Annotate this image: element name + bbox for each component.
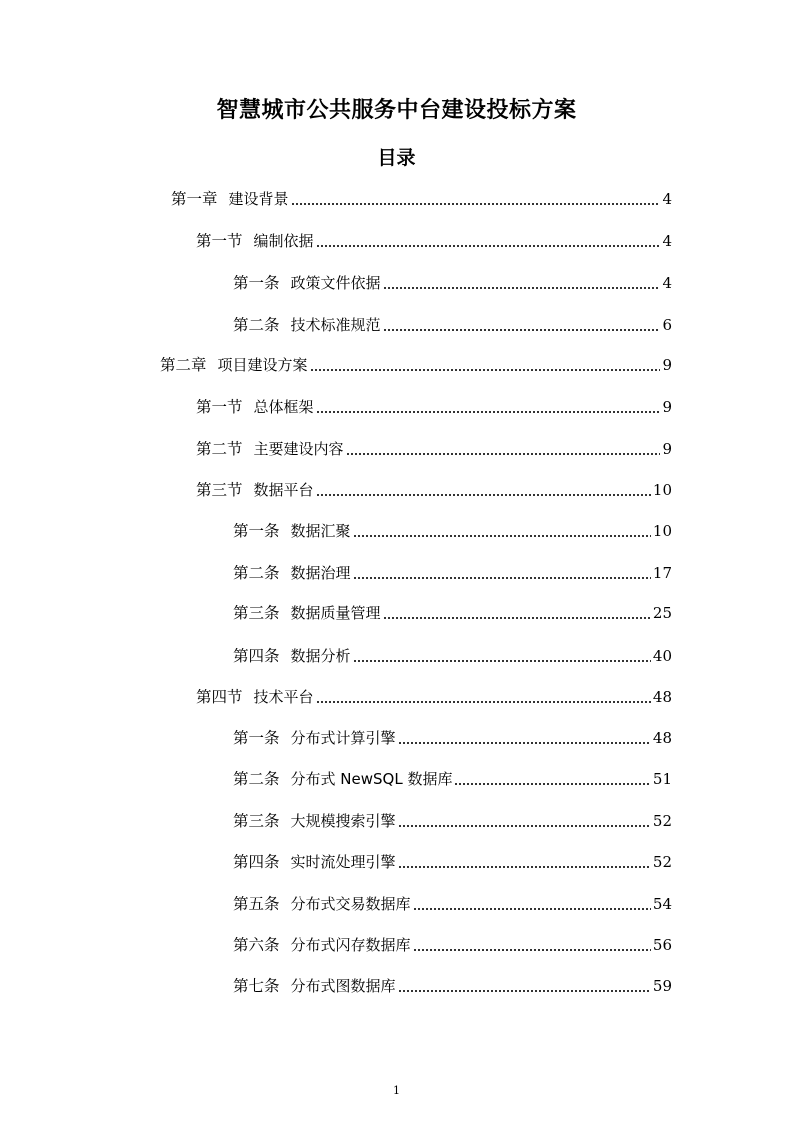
toc-entry-label: 技术标准规范 (290, 316, 381, 334)
toc-entry-label: 数据平台 (253, 481, 314, 499)
toc-entry-label: 分布式 NewSQL 数据库 (290, 770, 453, 788)
toc-dot-leader (413, 947, 651, 952)
toc-entry-section[interactable] (196, 394, 672, 418)
toc-dot-leader (383, 285, 661, 290)
toc-entry-number: 第四条 (233, 853, 280, 871)
toc-entry-section[interactable] (196, 477, 672, 501)
toc-entry-page: 4 (662, 274, 672, 292)
toc-dot-leader (353, 533, 651, 538)
toc-entry-number: 第三节 (196, 481, 243, 499)
toc-dot-leader (383, 327, 661, 332)
toc-entry-page: 52 (652, 853, 672, 871)
toc-entry-number: 第一节 (196, 232, 243, 250)
toc-entry-number: 第一条 (233, 729, 280, 747)
toc-entry-number: 第四节 (196, 688, 243, 706)
toc-entry-label: 数据分析 (290, 647, 351, 665)
toc-entry-number: 第五条 (233, 895, 280, 913)
toc-entry-section[interactable] (196, 228, 672, 252)
toc-entry-article[interactable] (233, 932, 672, 956)
toc-entry-label: 政策文件依据 (290, 274, 381, 292)
toc-entry-page: 17 (652, 564, 672, 582)
toc-entry-page: 25 (652, 604, 672, 622)
toc-entry-page: 10 (652, 522, 672, 540)
toc-entry-article[interactable] (233, 518, 672, 542)
toc-entry-article[interactable] (233, 600, 672, 624)
toc-dot-leader (316, 409, 661, 414)
toc-entry-article[interactable] (233, 973, 672, 997)
toc-entry-page: 40 (652, 647, 672, 665)
toc-entry-page: 9 (662, 440, 672, 458)
toc-entry-number: 第四条 (233, 647, 280, 665)
toc-entry-article[interactable] (233, 891, 672, 915)
toc-entry-page: 54 (652, 895, 672, 913)
toc-dot-leader (398, 988, 651, 993)
toc-dot-leader (413, 906, 651, 911)
toc-dot-leader (291, 201, 661, 206)
toc-entry-number: 第一节 (196, 398, 243, 416)
toc-entry-number: 第三条 (233, 604, 280, 622)
toc-dot-leader (398, 823, 651, 828)
toc-dot-leader (316, 699, 651, 704)
toc-dot-leader (346, 451, 661, 456)
toc-dot-leader (353, 575, 651, 580)
toc-entry-number: 第六条 (233, 936, 280, 954)
toc-entry-page: 9 (662, 356, 672, 374)
toc-entry-article[interactable] (233, 643, 672, 667)
toc-dot-leader (398, 740, 651, 745)
toc-entry-number: 第二条 (233, 564, 280, 582)
toc-entry-number: 第二章 (160, 356, 207, 374)
toc-entry-number: 第二条 (233, 316, 280, 334)
toc-entry-section[interactable] (196, 684, 672, 708)
toc-entry-label: 数据治理 (290, 564, 351, 582)
toc-entry-label: 技术平台 (253, 688, 314, 706)
toc-entry-number: 第二节 (196, 440, 243, 458)
toc-entry-article[interactable] (233, 766, 672, 790)
toc-entry-page: 52 (652, 812, 672, 830)
document-title: 智慧城市公共服务中台建设投标方案 (216, 98, 577, 123)
toc-entry-page: 6 (662, 316, 672, 334)
toc-entry-page: 48 (652, 729, 672, 747)
toc-dot-leader (316, 243, 661, 248)
toc-dot-leader (454, 781, 650, 786)
toc-entry-article[interactable] (233, 560, 672, 584)
toc-entry-article[interactable] (233, 849, 672, 873)
toc-entry-page: 59 (652, 977, 672, 995)
toc-entry-number: 第一章 (171, 190, 218, 208)
toc-entry-page: 4 (662, 190, 672, 208)
toc-entry-page: 56 (652, 936, 672, 954)
toc-entry-page: 9 (662, 398, 672, 416)
toc-entry-number: 第七条 (233, 977, 280, 995)
toc-entry-label: 编制依据 (253, 232, 314, 250)
toc-entry-page: 48 (652, 688, 672, 706)
toc-dot-leader (353, 658, 651, 663)
toc-entry-section[interactable] (196, 436, 672, 460)
toc-entry-page: 10 (652, 481, 672, 499)
toc-entry-label: 项目建设方案 (217, 356, 308, 374)
toc-entry-label: 主要建设内容 (253, 440, 344, 458)
toc-entry-chapter[interactable] (160, 352, 672, 376)
toc-entry-article[interactable] (233, 725, 672, 749)
toc-entry-label: 实时流处理引擎 (290, 853, 396, 871)
toc-entry-chapter[interactable] (171, 186, 672, 210)
page-number: 1 (393, 1084, 400, 1097)
toc-entry-number: 第一条 (233, 522, 280, 540)
toc-entry-label: 大规模搜索引擎 (290, 812, 396, 830)
toc-entry-number: 第三条 (233, 812, 280, 830)
toc-entry-label: 建设背景 (228, 190, 289, 208)
toc-entry-label: 分布式图数据库 (290, 977, 396, 995)
toc-entry-article[interactable] (233, 312, 672, 336)
toc-entry-article[interactable] (233, 270, 672, 294)
toc-entry-page: 4 (662, 232, 672, 250)
toc-dot-leader (383, 615, 651, 620)
toc-dot-leader (398, 864, 651, 869)
toc-entry-number: 第一条 (233, 274, 280, 292)
toc-entry-page: 51 (652, 770, 672, 788)
toc-entry-article[interactable] (233, 808, 672, 832)
toc-entry-label: 分布式闪存数据库 (290, 936, 411, 954)
toc-entry-label: 数据质量管理 (290, 604, 381, 622)
toc-entry-label: 分布式交易数据库 (290, 895, 411, 913)
toc-entry-label: 总体框架 (253, 398, 314, 416)
toc-entry-label: 分布式计算引擎 (290, 729, 396, 747)
toc-entry-label: 数据汇聚 (290, 522, 351, 540)
toc-dot-leader (316, 492, 651, 497)
toc-heading: 目录 (377, 147, 416, 169)
toc-dot-leader (310, 367, 661, 372)
toc-entry-number: 第二条 (233, 770, 280, 788)
